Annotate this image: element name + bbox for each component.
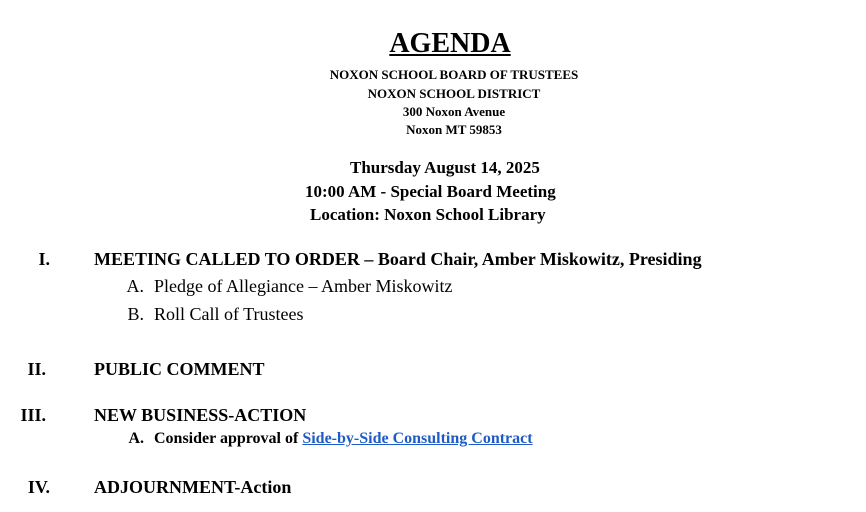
district-address: 300 Noxon Avenue [402, 104, 506, 119]
agenda-item-text: Consider approval of [154, 430, 303, 447]
section-title: ADJOURNMENT-Action [94, 477, 292, 497]
board-name: NOXON SCHOOL BOARD OF TRUSTEES [329, 67, 579, 82]
meeting-time-type: 10:00 AM - Special Board Meeting [305, 182, 556, 201]
section-number: III. [20, 405, 46, 425]
item-letter: A. [126, 276, 144, 296]
agenda-item-contract [154, 428, 533, 450]
consulting-contract-link[interactable]: Side-by-Side Consulting Contract [302, 430, 533, 447]
district-name: NOXON SCHOOL DISTRICT [367, 86, 541, 101]
agenda-item: Pledge of Allegiance – Amber Miskowitz [154, 276, 453, 296]
meeting-location: Location: Noxon School Library [310, 205, 546, 224]
section-title: NEW BUSINESS-ACTION [94, 405, 307, 425]
item-letter: A. [128, 430, 144, 447]
agenda-title: AGENDA [389, 28, 511, 59]
item-letter: B. [127, 304, 144, 324]
section-title: MEETING CALLED TO ORDER – Board Chair, Amber Miskowitz, Presiding [94, 249, 702, 269]
meeting-date: Thursday August 14, 2025 [350, 158, 540, 177]
section-number: IV. [27, 477, 50, 497]
section-title: PUBLIC COMMENT [94, 359, 265, 379]
section-number: II. [27, 359, 46, 379]
agenda-item: Roll Call of Trustees [154, 304, 304, 324]
section-number: I. [38, 249, 50, 269]
district-city: Noxon MT 59853 [406, 122, 502, 137]
